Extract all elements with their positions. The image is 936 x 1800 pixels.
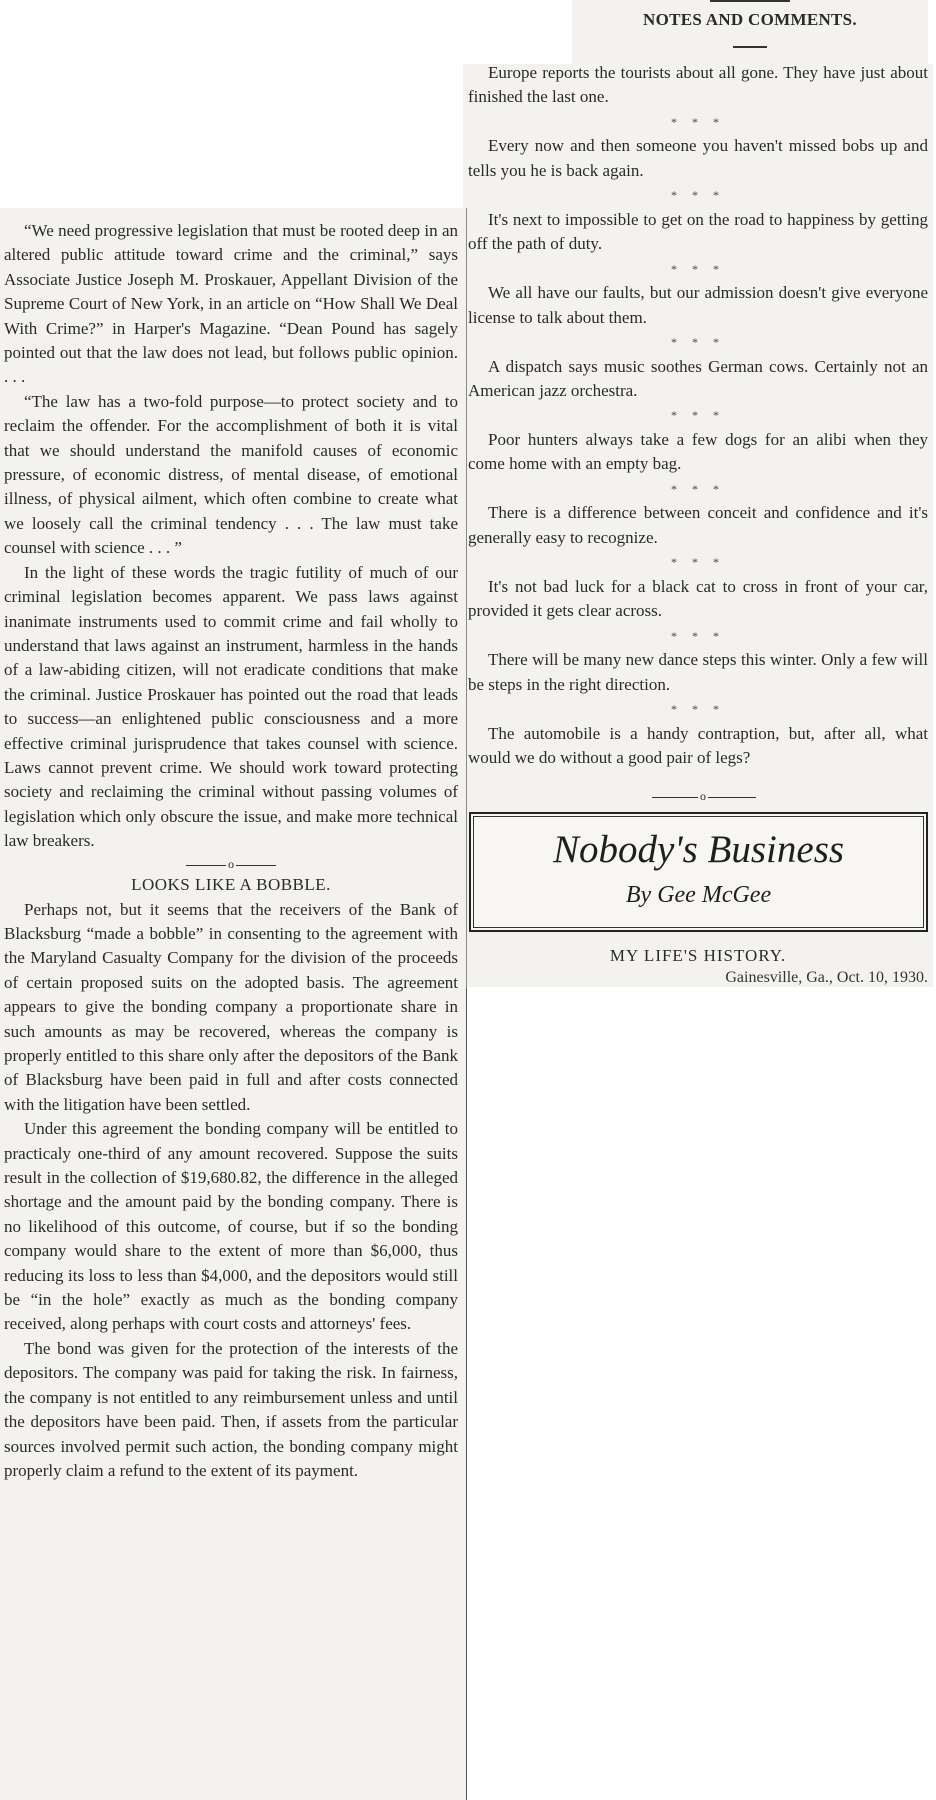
note-item: We all have our faults, but our admission doesn't give everyone license to talk about them.	[468, 283, 928, 327]
editorial-paragraph: In the light of these words the tragic futility of much of our criminal legislation becomes apparent. We pass laws against inanimate instruments used to commit crime and fail wholly to understand that laws against an instrument, harmless in the hands of a law-abiding citizen, will not eradicate conditions that make the criminal. Justice Proskauer has pointed out the road that leads to success—an enlightened public consciousness and a more effective criminal jurisprudence that takes counsel with science. Laws cannot prevent crime. We should work toward protecting society and reclaiming the criminal without passing volumes of legislation which only obscure the issue, and make more technical law breakers.	[4, 562, 458, 851]
section-heading: LOOKS LIKE A BOBBLE.	[131, 874, 331, 894]
column-dateline: Gainesville, Ga., Oct. 10, 1930.	[725, 969, 928, 986]
stars-separator: * * *	[671, 628, 725, 643]
divider-rule	[186, 858, 276, 872]
editorial-column	[4, 219, 458, 1483]
note-item: It's not bad luck for a black cat to cross in front of your car, provided it gets clear across.	[468, 576, 928, 621]
stars-separator: * * *	[671, 261, 725, 276]
column-rule	[466, 985, 467, 1800]
column-rule-top	[466, 208, 467, 988]
divider-mark: o	[700, 789, 706, 803]
notes-heading: NOTES AND COMMENTS.	[643, 10, 857, 29]
note-item: There will be many new dance steps this winter. Only a few will be steps in the right direction.	[468, 650, 928, 694]
note-item: There is a difference between conceit and confidence and it's generally easy to recognize.	[468, 503, 928, 547]
column-byline: By Gee McGee	[625, 882, 772, 908]
note-item: Every now and then someone you haven't missed bobs up and tells you he is back again.	[468, 136, 928, 180]
notes-column	[468, 61, 928, 770]
stars-separator: * * *	[671, 702, 725, 717]
divider-mark: o	[228, 856, 234, 871]
editorial-paragraph: “We need progressive legislation that must be rooted deep in an altered public attitude toward crime and the criminal,” says Associate Justice Joseph M. Proskauer, Appellant Division of the Supreme Court of New York, in an article on “How Shall We Deal With Crime?” in Harper's Magazine. “Dean Pound has sagely pointed out that the law does not lead, but follows public opinion. . . .	[4, 221, 458, 387]
stars-separator: * * *	[671, 408, 725, 423]
editorial-paragraph: Under this agreement the bonding company will be entitled to practicaly one-third of any amount recovered. Suppose the suits result in the collection of $19,680.82, the difference in the alleged shortage and the amount paid by the bonding company. There is no likelihood of this outcome, of course, but if so the bonding company would share to the extent of more than $6,000, thus reducing its loss to less than $4,000, and the depositors would still be “in the hole” exactly as much as the bonding company received, along perhaps with court costs and attorneys' fees.	[4, 1119, 458, 1334]
stars-separator: * * *	[671, 555, 725, 570]
column-title: Nobody's Business	[552, 828, 845, 871]
column-subhead: MY LIFE'S HISTORY.	[609, 946, 787, 965]
note-item: Poor hunters always take a few dogs for an alibi when they come home with an empty bag.	[468, 430, 928, 474]
editorial-paragraph: The bond was given for the protection of the interests of the depositors. The company was paid for taking the risk. In fairness, the company is not entitled to any reimbursement unless and until the depositors have been paid. Then, if assets from the particular sources involved permit such action, the bonding company might properly claim a refund to the extent of its payment.	[4, 1338, 458, 1480]
divider-rule	[652, 790, 756, 804]
editorial-paragraph: Perhaps not, but it seems that the receivers of the Bank of Blacksburg “made a bobble” in consenting to the agreement with the Maryland Casualty Company for the division of the proceeds of certain proposed suits on the adopted basis. The agreement appears to give the bonding company a proportionate share in such amounts as may be recovered, whereas the company is properly entitled to this share only after the depositors of the Bank of Blacksburg have been paid in full and after costs connected with the litigation have been settled.	[4, 899, 458, 1114]
note-item: Europe reports the tourists about all gone. They have just about finished the last one.	[468, 63, 928, 107]
stars-separator: * * *	[671, 335, 725, 350]
note-item: It's next to impossible to get on the road to happiness by getting off the path of duty.	[468, 209, 928, 254]
note-item: The automobile is a handy contraption, but, after all, what would we do without a good pair of legs?	[468, 723, 928, 768]
notes-heading-block	[572, 0, 928, 48]
stars-separator: * * *	[671, 114, 725, 129]
note-item: A dispatch says music soothes German cows. Certainly not an American jazz orchestra.	[468, 356, 928, 401]
stars-separator: * * *	[671, 188, 725, 203]
stars-separator: * * *	[671, 481, 725, 496]
column-title-box	[469, 812, 928, 932]
editorial-paragraph: “The law has a two-fold purpose—to protect society and to reclaim the offender. For the accomplishment of both it is vital that we should understand the manifold causes of economic pressure, of economic distress, of mental disease, of emotional illness, of physical ailment, which often combine to create what we loosely call the criminal tendency . . . The law must take counsel with science . . . ”	[4, 391, 458, 558]
